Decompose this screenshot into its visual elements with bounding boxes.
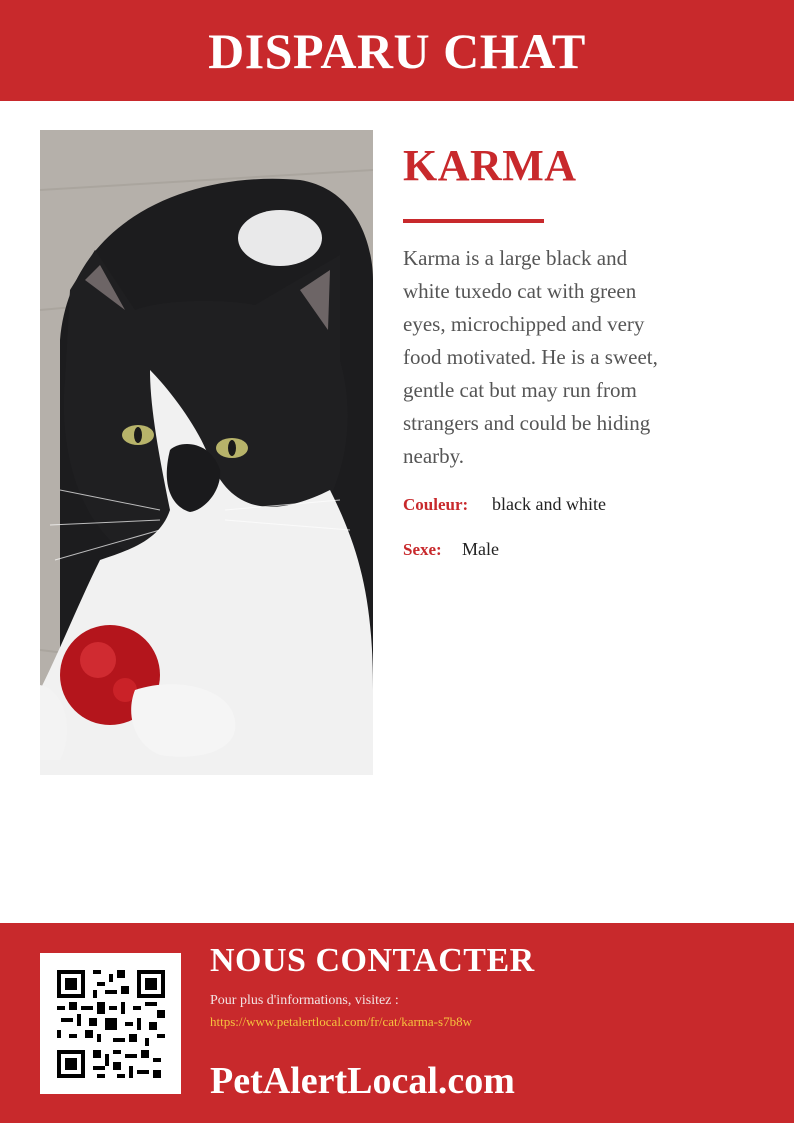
- color-value: black and white: [492, 494, 606, 514]
- pet-name: KARMA: [403, 141, 577, 190]
- color-label: Couleur:: [403, 495, 469, 514]
- contact-title: NOUS CONTACTER: [210, 942, 535, 979]
- sex-label: Sexe:: [403, 540, 442, 559]
- color-field: [403, 494, 668, 515]
- sex-value: Male: [462, 539, 499, 559]
- sex-field: [403, 539, 668, 560]
- contact-footer: [0, 923, 794, 1123]
- pet-info: [403, 140, 668, 560]
- name-divider: [403, 219, 544, 223]
- qr-code-icon[interactable]: [40, 953, 181, 1094]
- cat-photo: [40, 130, 373, 775]
- header-banner: [0, 0, 794, 101]
- contact-block: [210, 941, 770, 1030]
- page-title: DISPARU CHAT: [208, 22, 586, 79]
- pet-page-link[interactable]: https://www.petalertlocal.com/fr/cat/karma-s7b8w: [210, 1014, 472, 1029]
- site-name: PetAlertLocal.com: [210, 1060, 515, 1102]
- pet-description: Karma is a large black and white tuxedo cat with green eyes, microchipped and very food motivated. He is a sweet, gentle cat but may run from strangers and could be hiding nearby.: [403, 246, 658, 468]
- contact-text: Pour plus d'informations, visitez :: [210, 993, 399, 1008]
